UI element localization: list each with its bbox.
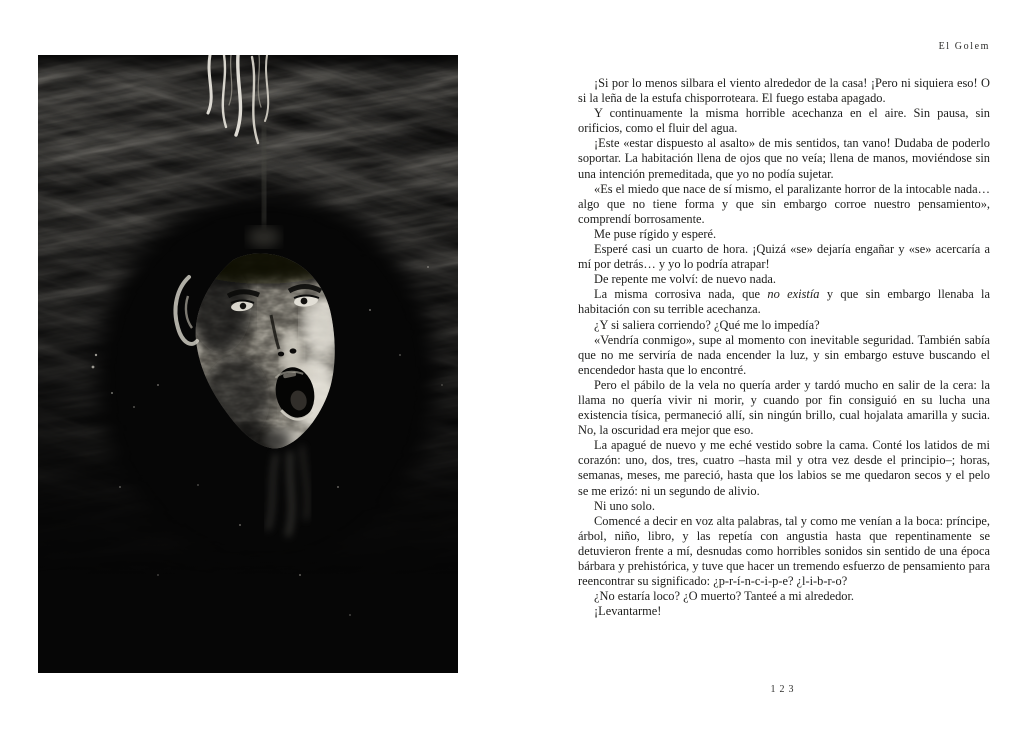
golem-illustration — [38, 55, 458, 673]
text-segment: «Es el miedo que nace de sí mismo, el paralizante horror de la intocable nada… algo que no tiene forma y que sin embargo corroe nuestro pensamiento», comprendí borrosamente. — [578, 181, 990, 226]
text-segment: De repente me volví: de nuevo nada. — [594, 272, 777, 287]
italic-text: no existía — [767, 287, 820, 302]
text-segment: ¡Si por lo menos silbara el viento alrededor de la casa! ¡Pero ni siquiera eso! O si la leña de la estufa chisporroteara. El fuego estaba apagado. — [578, 76, 990, 106]
paragraph — [578, 333, 990, 378]
paragraph — [578, 604, 990, 619]
page-number: 123 — [770, 684, 798, 695]
text-segment: La apagué de nuevo y me eché vestido sobre la cama. Conté los latidos de mi corazón: uno, dos, tres, cuatro –hasta mil y otra vez desde el principio–; horas, semanas, meses, me pareció, hasta que los labios se me quedaron secos y el pelo se me erizó: ni un segundo de alivio. — [578, 438, 990, 498]
text-segment: y que sin embargo llenaba la habitación con su terrible acechanza. — [578, 287, 990, 317]
text-segment: Me puse rígido y esperé. — [594, 226, 717, 241]
paragraph — [578, 182, 990, 227]
paragraph — [578, 242, 990, 272]
text-segment: «Vendría conmigo», supe al momento con inevitable seguridad. También sabía que no me serviría de nada encender la luz, y sin embargo estuve buscando el encendedor hasta que lo encontré. — [578, 332, 990, 377]
paragraph — [578, 438, 990, 498]
paragraph — [578, 318, 990, 333]
text-segment: Comencé a decir en voz alta palabras, tal y como me venían a la boca: príncipe, árbol, niño, libro, y las repetía con angustia hasta que repentinamente se detuvieron frente a mí, desnudas como horribles sonidos sin sentido de una época bárbara y prehistórica, y tuve que hacer un tremendo esfuerzo de pensamiento para reencontrar su significado: ¿p-r-í-n-c-i-p-e? ¿l-i-b-r-o? — [578, 513, 990, 589]
text-segment: Pero el pábilo de la vela no quería arder y tardó mucho en salir de la cera: la llama no quería vivir ni morir, y cuando por fin consiguió en su lucha una existencia tísica, permaneció allí, sin ningún brillo, cual hojalata amarilla y sucia. No, la oscuridad era mejor que eso. — [578, 377, 990, 438]
paragraph — [578, 499, 990, 514]
body-text — [578, 76, 990, 619]
paragraph — [578, 514, 990, 589]
scream-engraving-art — [38, 55, 458, 673]
text-segment: ¡Este «estar dispuesto al asalto» de mis sentidos, tan vano! Dudaba de poderlo soportar. La habitación llena de ojos que no veía; llena de manos, moviéndose sin una intención premeditada, que yo no podía sujetar. — [578, 136, 990, 181]
paragraph — [578, 378, 990, 438]
right-page — [512, 0, 1024, 746]
paragraph — [578, 106, 990, 136]
text-segment: ¿Y si saliera corriendo? ¿Qué me lo impedía? — [594, 317, 820, 332]
paragraph — [578, 589, 990, 604]
paragraph — [578, 136, 990, 181]
running-header: El Golem — [938, 41, 990, 52]
text-segment: Esperé casi un cuarto de hora. ¡Quizá «se» dejaría engañar y «se» acercaría a mí por detrás… y yo lo podría atrapar! — [578, 242, 990, 272]
text-segment: Y continuamente la misma horrible acechanza en el aire. Sin pausa, sin orificios, como el fluir del agua. — [578, 106, 990, 136]
text-segment: Ni uno solo. — [594, 498, 655, 513]
paragraph — [578, 272, 990, 287]
text-segment: ¿No estaría loco? ¿O muerto? Tanteé a mi alrededor. — [594, 589, 855, 604]
paragraph — [578, 287, 990, 317]
text-segment: La misma corrosiva nada, que — [594, 287, 768, 302]
paragraph — [578, 76, 990, 106]
text-segment: ¡Levantarme! — [594, 604, 662, 619]
paragraph — [578, 227, 990, 242]
